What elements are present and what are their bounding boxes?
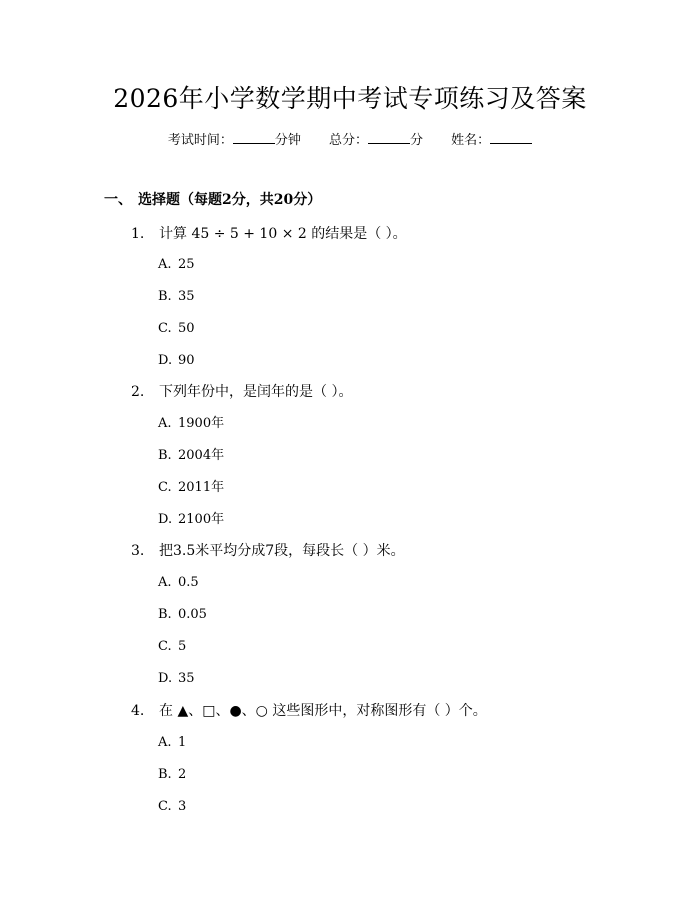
question-3	[131, 541, 405, 561]
option-label: A.	[158, 575, 172, 590]
question-4-option-b	[158, 765, 186, 785]
question-1-option-b	[158, 287, 195, 307]
option-label: B.	[158, 448, 172, 463]
question-number: 3.	[131, 543, 145, 559]
question-3-option-d	[158, 669, 195, 689]
exam-time-unit: 分钟	[274, 133, 301, 148]
question-text: 计算 45 ÷ 5 + 10 × 2 的结果是（ ）。	[159, 226, 407, 242]
exam-time-blank	[233, 130, 275, 144]
option-text: 25	[178, 257, 195, 272]
question-4	[131, 701, 487, 721]
option-text: 35	[178, 671, 195, 686]
total-score-blank	[368, 130, 410, 144]
total-score-unit: 分	[410, 133, 424, 148]
question-number: 4.	[131, 703, 145, 719]
option-text: 2	[178, 767, 187, 782]
student-name-field	[451, 130, 532, 151]
option-text: 0.05	[178, 607, 207, 622]
student-name-blank	[490, 130, 532, 144]
exam-meta	[0, 130, 700, 151]
option-label: C.	[158, 639, 172, 654]
question-2	[131, 382, 352, 402]
question-1	[131, 224, 407, 244]
question-text: 在 ▲、□、●、○ 这些图形中，对称图形有（ ）个。	[159, 703, 487, 719]
option-text: 2011年	[178, 480, 225, 495]
exam-time-label: 考试时间：	[167, 133, 233, 148]
question-2-option-b	[158, 446, 224, 466]
option-text: 90	[178, 353, 195, 368]
option-label: C.	[158, 480, 172, 495]
question-2-option-c	[158, 478, 224, 498]
section-heading	[104, 190, 321, 210]
option-label: A.	[158, 416, 172, 431]
option-text: 3	[178, 799, 187, 814]
question-2-option-d	[158, 510, 224, 530]
question-3-option-b	[158, 605, 207, 625]
option-label: B.	[158, 289, 172, 304]
question-text: 把3.5米平均分成7段，每段长（ ）米。	[159, 543, 405, 559]
question-4-option-c	[158, 797, 186, 817]
question-1-option-d	[158, 351, 195, 371]
option-text: 0.5	[178, 575, 199, 590]
question-4-option-a	[158, 733, 186, 753]
section-title: 选择题（每题2分，共20分）	[138, 192, 322, 208]
section-number: 一、	[104, 192, 132, 208]
option-text: 2004年	[178, 448, 225, 463]
total-score-field	[329, 130, 423, 151]
page-title: 2026年小学数学期中考试专项练习及答案	[113, 84, 587, 113]
question-1-option-c	[158, 319, 195, 339]
question-number: 2.	[131, 384, 145, 400]
option-text: 50	[178, 321, 195, 336]
question-text: 下列年份中，是闰年的是（ ）。	[159, 384, 353, 400]
option-text: 1	[178, 735, 187, 750]
option-label: D.	[158, 353, 173, 368]
option-label: C.	[158, 799, 172, 814]
student-name-label: 姓名：	[451, 133, 491, 148]
question-3-option-a	[158, 573, 199, 593]
option-label: A.	[158, 735, 172, 750]
question-number: 1.	[131, 226, 145, 242]
option-text: 1900年	[178, 416, 225, 431]
option-label: C.	[158, 321, 172, 336]
option-label: B.	[158, 767, 172, 782]
option-label: A.	[158, 257, 172, 272]
question-2-option-a	[158, 414, 224, 434]
option-text: 2100年	[178, 512, 225, 527]
exam-time-field	[168, 130, 301, 151]
option-text: 35	[178, 289, 195, 304]
option-label: D.	[158, 512, 173, 527]
total-score-label: 总分：	[328, 133, 368, 148]
option-label: B.	[158, 607, 172, 622]
question-1-option-a	[158, 255, 195, 275]
option-label: D.	[158, 671, 173, 686]
option-text: 5	[178, 639, 187, 654]
question-3-option-c	[158, 637, 186, 657]
